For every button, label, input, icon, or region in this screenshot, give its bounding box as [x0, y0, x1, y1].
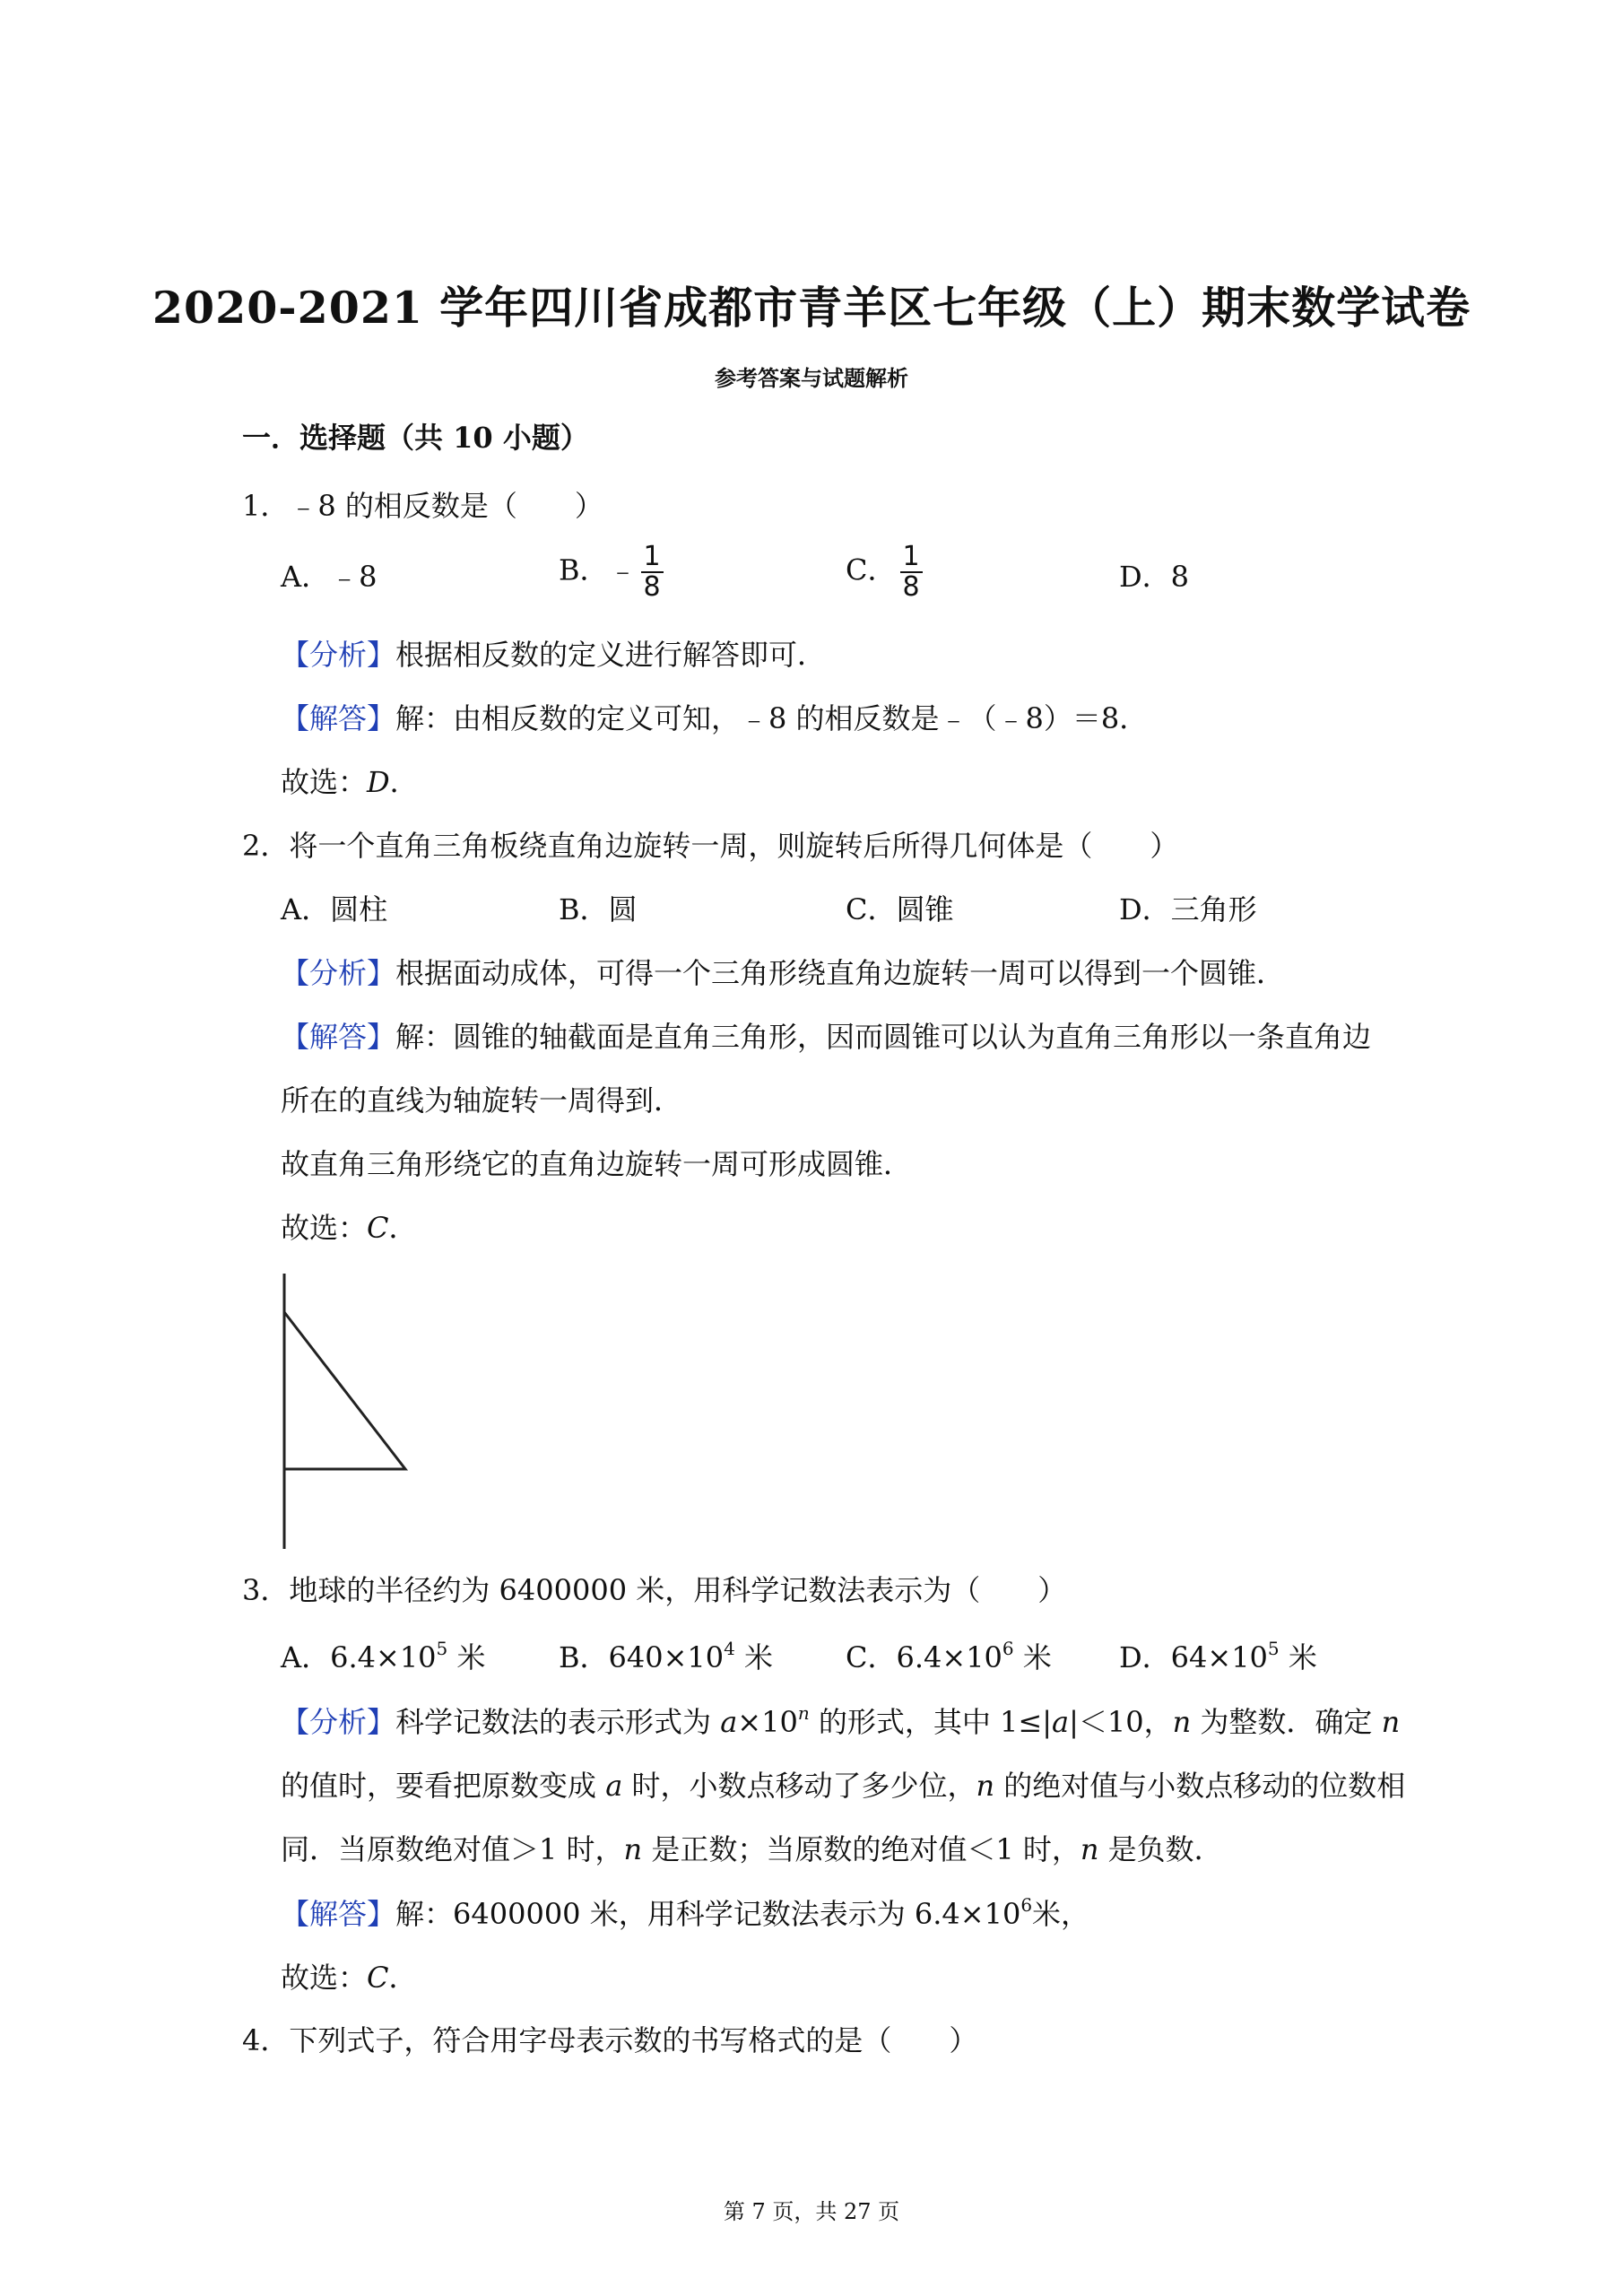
q1-option-d: D．8	[1119, 560, 1190, 594]
q1-choice-prefix: 故选：	[281, 765, 368, 799]
q3-analysis-line-1	[281, 1704, 1400, 1740]
q1-option-b-prefix: B．﹣	[559, 552, 638, 587]
q1-choice	[281, 764, 419, 800]
q1-choice-suffix: ．	[389, 765, 419, 799]
answer-tag: 【解答】	[281, 1897, 396, 1931]
q2-analysis	[281, 955, 1285, 991]
q2-option-d: D．三角形	[1119, 892, 1257, 926]
q3-option-c-exponent: 6	[1002, 1638, 1014, 1659]
q1-analysis	[281, 637, 826, 673]
q1-option-c-prefix: C．	[846, 552, 897, 587]
q3-choice	[281, 1960, 418, 1996]
q3-analysis-line-2	[281, 1768, 1405, 1804]
q3-analysis-text-4: |＜10，	[1069, 1705, 1173, 1739]
page-title: 2020-2021 学年四川省成都市青羊区七年级（上）期末数学试卷	[152, 282, 1471, 334]
q3-line3-var-n-2: n	[1080, 1832, 1099, 1866]
q3-analysis-var-a: a	[720, 1705, 738, 1739]
q3-option-a-exponent: 5	[436, 1638, 448, 1659]
q3-option-a-base: A．6.4×10	[281, 1640, 437, 1674]
page-subtitle: 参考答案与试题解析	[715, 365, 908, 391]
q1-option-c	[846, 543, 923, 602]
q3-stem: 3．地球的半径约为 6400000 米，用科学记数法表示为（ ）	[242, 1573, 1067, 1607]
q3-analysis-text-2: ×10	[737, 1705, 798, 1739]
q3-answer-text-2: 米，	[1032, 1897, 1090, 1931]
right-triangle-shape	[284, 1312, 405, 1469]
q1-answer-text: 解：由相反数的定义可知，﹣8 的相反数是﹣（﹣8）＝8．	[395, 701, 1149, 735]
q3-line3-text-2: 是正数；当原数的绝对值＜1 时，	[642, 1832, 1081, 1866]
q3-option-b	[559, 1639, 773, 1675]
q1-option-b-fraction	[641, 543, 664, 602]
q3-analysis-var-a-2: a	[1052, 1705, 1070, 1739]
q3-line2-text-1: 的值时，要看把原数变成	[281, 1769, 606, 1803]
q3-line3-text-1: 同．当原数绝对值＞1 时，	[281, 1832, 624, 1866]
q2-option-c: C．圆锥	[846, 892, 954, 926]
q2-option-a: A．圆柱	[281, 892, 388, 926]
page-footer: 第 7 页，共 27 页	[723, 2199, 900, 2224]
q3-analysis-text-5: 为整数．确定	[1191, 1705, 1382, 1739]
q3-option-d	[1119, 1639, 1317, 1675]
q2-option-b: B．圆	[559, 892, 638, 926]
q3-choice-suffix: ．	[388, 1961, 418, 1995]
q3-analysis-text-3: 的形式，其中 1≤|	[809, 1705, 1053, 1739]
analysis-tag: 【分析】	[281, 1705, 396, 1739]
q3-option-b-base: B．640×10	[559, 1640, 725, 1674]
q3-analysis-text-1: 科学记数法的表示形式为	[395, 1705, 721, 1739]
triangle-rotation-figure	[269, 1269, 421, 1552]
q1-stem: 1．﹣8 的相反数是（ ）	[242, 489, 603, 523]
q3-line2-text-3: 的绝对值与小数点移动的位数相	[994, 1769, 1406, 1803]
q1-option-b	[559, 543, 664, 602]
q2-answer-line-3: 故直角三角形绕它的直角边旋转一周可形成圆锥．	[281, 1147, 913, 1181]
q2-answer-line-2: 所在的直线为轴旋转一周得到．	[281, 1083, 683, 1118]
q2-answer-text-1: 解：圆锥的轴截面是直角三角形，因而圆锥可以认为直角三角形以一条直角边	[395, 1020, 1372, 1054]
q2-analysis-text: 根据面动成体，可得一个三角形绕直角边旋转一周可以得到一个圆锥．	[395, 956, 1286, 990]
q3-option-c-unit: 米	[1013, 1640, 1052, 1674]
q3-option-d-unit: 米	[1279, 1640, 1317, 1674]
q3-option-b-unit: 米	[734, 1640, 774, 1674]
q1-option-b-denominator: 8	[643, 571, 661, 603]
section-heading: 一．选择题（共 10 小题）	[242, 421, 589, 455]
q3-option-c-base: C．6.4×10	[846, 1640, 1002, 1674]
answer-tag: 【解答】	[281, 701, 396, 735]
q1-choice-letter: D	[367, 765, 390, 799]
q3-option-d-base: D．64×10	[1119, 1640, 1268, 1674]
q2-answer-line-1	[281, 1019, 1371, 1055]
q3-line2-var-a: a	[605, 1769, 623, 1803]
answer-tag: 【解答】	[281, 1020, 396, 1054]
q3-answer-text-1: 解：6400000 米，用科学记数法表示为 6.4×10	[395, 1897, 1021, 1931]
q2-choice-suffix: ．	[388, 1211, 418, 1245]
q2-choice-prefix: 故选：	[281, 1211, 368, 1245]
q3-option-b-exponent: 4	[724, 1638, 735, 1659]
q3-option-c	[846, 1639, 1052, 1675]
q2-choice-letter: C	[367, 1211, 389, 1245]
q1-option-a: A．﹣8	[281, 560, 378, 594]
q3-answer-exponent: 6	[1020, 1894, 1033, 1916]
q1-answer	[281, 700, 1148, 736]
q3-line2-text-2: 时，小数点移动了多少位，	[622, 1769, 976, 1803]
q3-option-a-unit: 米	[447, 1640, 486, 1674]
q2-stem: 2．将一个直角三角板绕直角边旋转一周，则旋转后所得几何体是（ ）	[242, 829, 1179, 863]
q2-choice	[281, 1210, 418, 1246]
q1-analysis-text: 根据相反数的定义进行解答即可．	[395, 638, 827, 672]
analysis-tag: 【分析】	[281, 638, 396, 672]
q1-option-b-numerator: 1	[641, 543, 664, 573]
q1-option-c-numerator: 1	[900, 543, 923, 573]
q3-line2-var-n: n	[976, 1769, 995, 1803]
q3-analysis-var-n: n	[1172, 1705, 1192, 1739]
q3-choice-letter: C	[367, 1961, 389, 1995]
q3-analysis-line-3	[281, 1831, 1223, 1867]
q3-line3-var-n: n	[623, 1832, 643, 1866]
analysis-tag: 【分析】	[281, 956, 396, 990]
q4-stem: 4．下列式子，符合用字母表示数的书写格式的是（ ）	[242, 2023, 978, 2057]
q3-answer	[281, 1896, 1089, 1932]
q1-option-c-fraction	[900, 543, 923, 602]
q3-analysis-var-n-2: n	[1381, 1705, 1401, 1739]
q3-analysis-exponent-n: n	[797, 1702, 810, 1724]
q3-choice-prefix: 故选：	[281, 1961, 368, 1995]
q1-option-c-denominator: 8	[902, 571, 920, 603]
q3-line3-text-3: 是负数．	[1098, 1832, 1223, 1866]
q3-option-d-exponent: 5	[1267, 1638, 1280, 1659]
q3-option-a	[281, 1639, 485, 1675]
